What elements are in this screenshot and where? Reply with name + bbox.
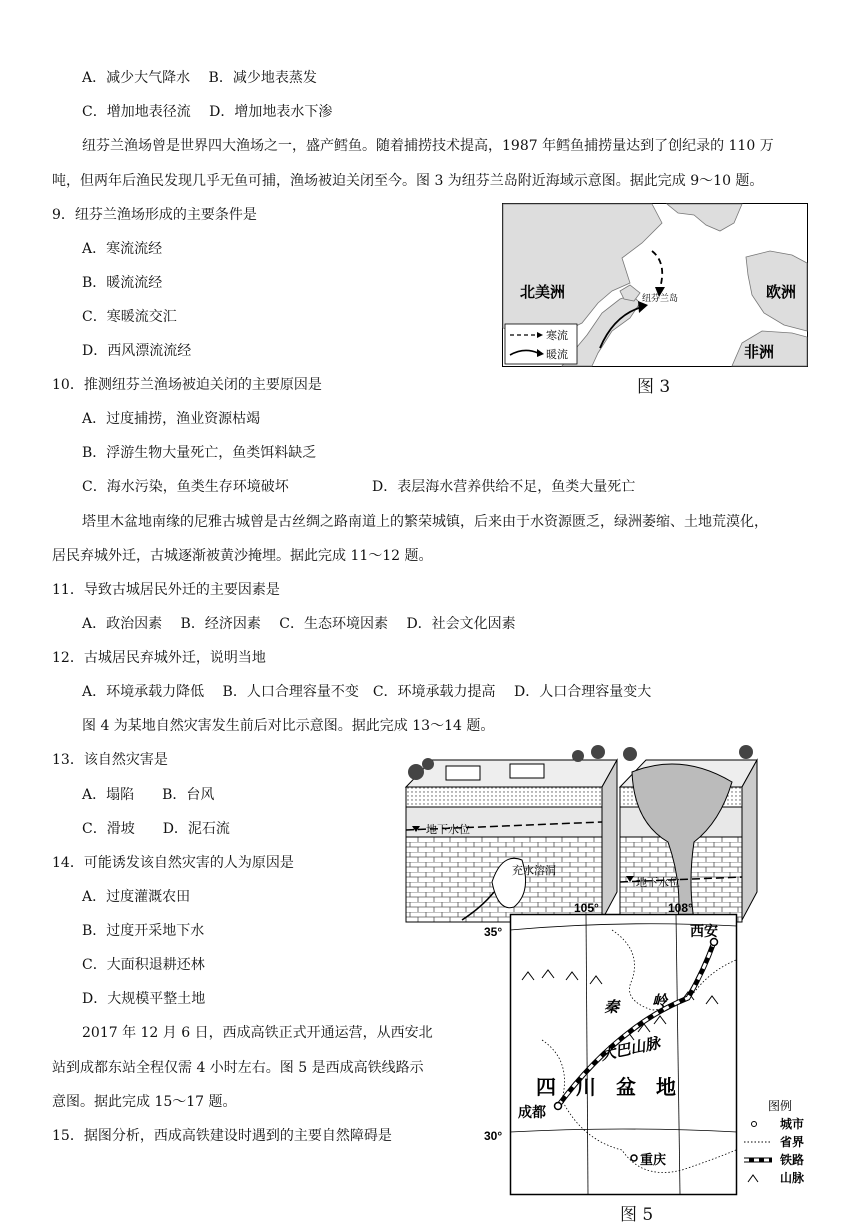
question-9-option-b: B．暖流流经 <box>82 275 163 291</box>
question-14-option-b: B．过度开采地下水 <box>82 923 205 939</box>
label-latitude-30: 30° <box>484 1129 503 1143</box>
question-11-options: A．政治因素 B．经济因素 C．生态环境因素 D．社会文化因素 <box>82 616 516 632</box>
figure-5-caption: 图 5 <box>620 1205 654 1225</box>
question-15-stem: 15．据图分析，西成高铁建设时遇到的主要自然障碍是 <box>52 1128 392 1144</box>
label-xian: 西安 <box>690 923 718 939</box>
question-12-options: A．环境承载力降低 B．人口合理容量不变 C．环境承载力提高 D．人口合理容量变大 <box>82 684 652 700</box>
figure-5-map <box>482 900 822 1200</box>
legend-title: 图例 <box>768 1099 793 1113</box>
label-sichuan-basin: 四 川 盆 地 <box>536 1077 676 1099</box>
question-9-option-a: A．寒流流经 <box>82 241 163 257</box>
question-10-option-b: B．浮游生物大量死亡，鱼类饵料缺乏 <box>82 445 317 461</box>
question-10-option-a: A．过度捕捞，渔业资源枯竭 <box>82 411 261 427</box>
figure-3-map <box>502 203 808 367</box>
legend-warm-current: 暖流 <box>546 349 568 361</box>
question-10-stem: 10．推测纽芬兰渔场被迫关闭的主要原因是 <box>52 377 322 393</box>
label-longitude-105: 105° <box>574 901 599 915</box>
label-chengdu: 成都 <box>518 1104 546 1120</box>
paragraph-niya-line1: 塔里木盆地南缘的尼雅古城曾是古丝绸之路南道上的繁荣城镇，后来由于水资源匮乏，绿洲萎缩、土地荒漠化， <box>82 514 768 530</box>
paragraph-rail-line2: 站到成都东站全程仅需 4 小时左右。图 5 是西成高铁线路示 <box>52 1060 424 1076</box>
paragraph-newfoundland-line2: 吨，但两年后渔民发现几乎无鱼可捕，渔场被迫关闭至今。图 3 为纽芬兰岛附近海域示意图。据此完成 9～10 题。 <box>52 173 764 189</box>
paragraph-niya-line2: 居民弃城外迁，古城逐渐被黄沙掩埋。据此完成 11～12 题。 <box>52 548 433 564</box>
paragraph-figure4-intro: 图 4 为某地自然灾害发生前后对比示意图。据此完成 13～14 题。 <box>82 718 495 734</box>
question-13-stem: 13．该自然灾害是 <box>52 752 168 768</box>
question-11-stem: 11．导致古城居民外迁的主要因素是 <box>52 582 280 598</box>
label-newfoundland: 纽芬兰岛 <box>642 293 679 303</box>
question-13-options-row1: A．塌陷 B．台风 <box>82 787 215 803</box>
question-13-options-row2: C．滑坡 D．泥石流 <box>82 821 230 837</box>
question-14-option-a: A．过度灌溉农田 <box>82 889 191 905</box>
label-ling: 岭 <box>652 993 668 1010</box>
question-14-stem: 14．可能诱发该自然灾害的人为原因是 <box>52 855 294 871</box>
legend-cold-current: 寒流 <box>546 330 568 342</box>
question-10-option-c: C．海水污染，鱼类生存环境破坏 <box>82 479 289 495</box>
paragraph-rail-line1: 2017 年 12 月 6 日，西成高铁正式开通运营，从西安北 <box>82 1025 433 1041</box>
label-europe: 欧洲 <box>766 284 797 301</box>
label-chongqing: 重庆 <box>640 1152 667 1167</box>
question-12-stem: 12．古城居民弃城外迁，说明当地 <box>52 650 266 666</box>
label-water-table-before: 地下水位 <box>426 824 470 836</box>
q8-options-row2: C．增加地表径流 D．增加地表水下渗 <box>82 104 333 120</box>
q8-options-row1: A．减少大气降水 B．减少地表蒸发 <box>82 70 317 86</box>
paragraph-newfoundland-line1: 纽芬兰渔场曾是世界四大渔场之一，盛产鳕鱼。随着捕捞技术提高，1987 年鳕鱼捕捞量达到了创纪录的 110 万 <box>82 138 774 154</box>
question-9-stem: 9．纽芬兰渔场形成的主要条件是 <box>52 207 257 223</box>
legend-border: 省界 <box>780 1135 805 1149</box>
legend-railway: 铁路 <box>780 1153 805 1167</box>
label-water-filled-cave: 充水溶洞 <box>512 865 556 877</box>
label-daba-mountains: 大巴山脉 <box>599 1034 662 1064</box>
figure-3-caption: 图 3 <box>637 377 671 397</box>
label-latitude-35: 35° <box>484 925 503 939</box>
label-longitude-108: 108° <box>668 901 693 915</box>
label-africa: 非洲 <box>744 344 775 361</box>
question-10-option-d: D．表层海水营养供给不足，鱼类大量死亡 <box>372 479 636 495</box>
question-14-option-c: C．大面积退耕还林 <box>82 957 205 973</box>
label-qin: 秦 <box>604 999 620 1016</box>
question-14-option-d: D．大规模平整土地 <box>82 991 206 1007</box>
question-9-option-d: D．西风漂流流经 <box>82 343 192 359</box>
question-9-option-c: C．寒暖流交汇 <box>82 309 177 325</box>
label-water-table-after: 地下水位 <box>636 877 680 889</box>
legend-city: 城市 <box>780 1117 805 1131</box>
legend-mountain: 山脉 <box>780 1171 805 1185</box>
label-north-america: 北美洲 <box>520 284 566 301</box>
paragraph-rail-line3: 意图。据此完成 15～17 题。 <box>52 1094 237 1110</box>
